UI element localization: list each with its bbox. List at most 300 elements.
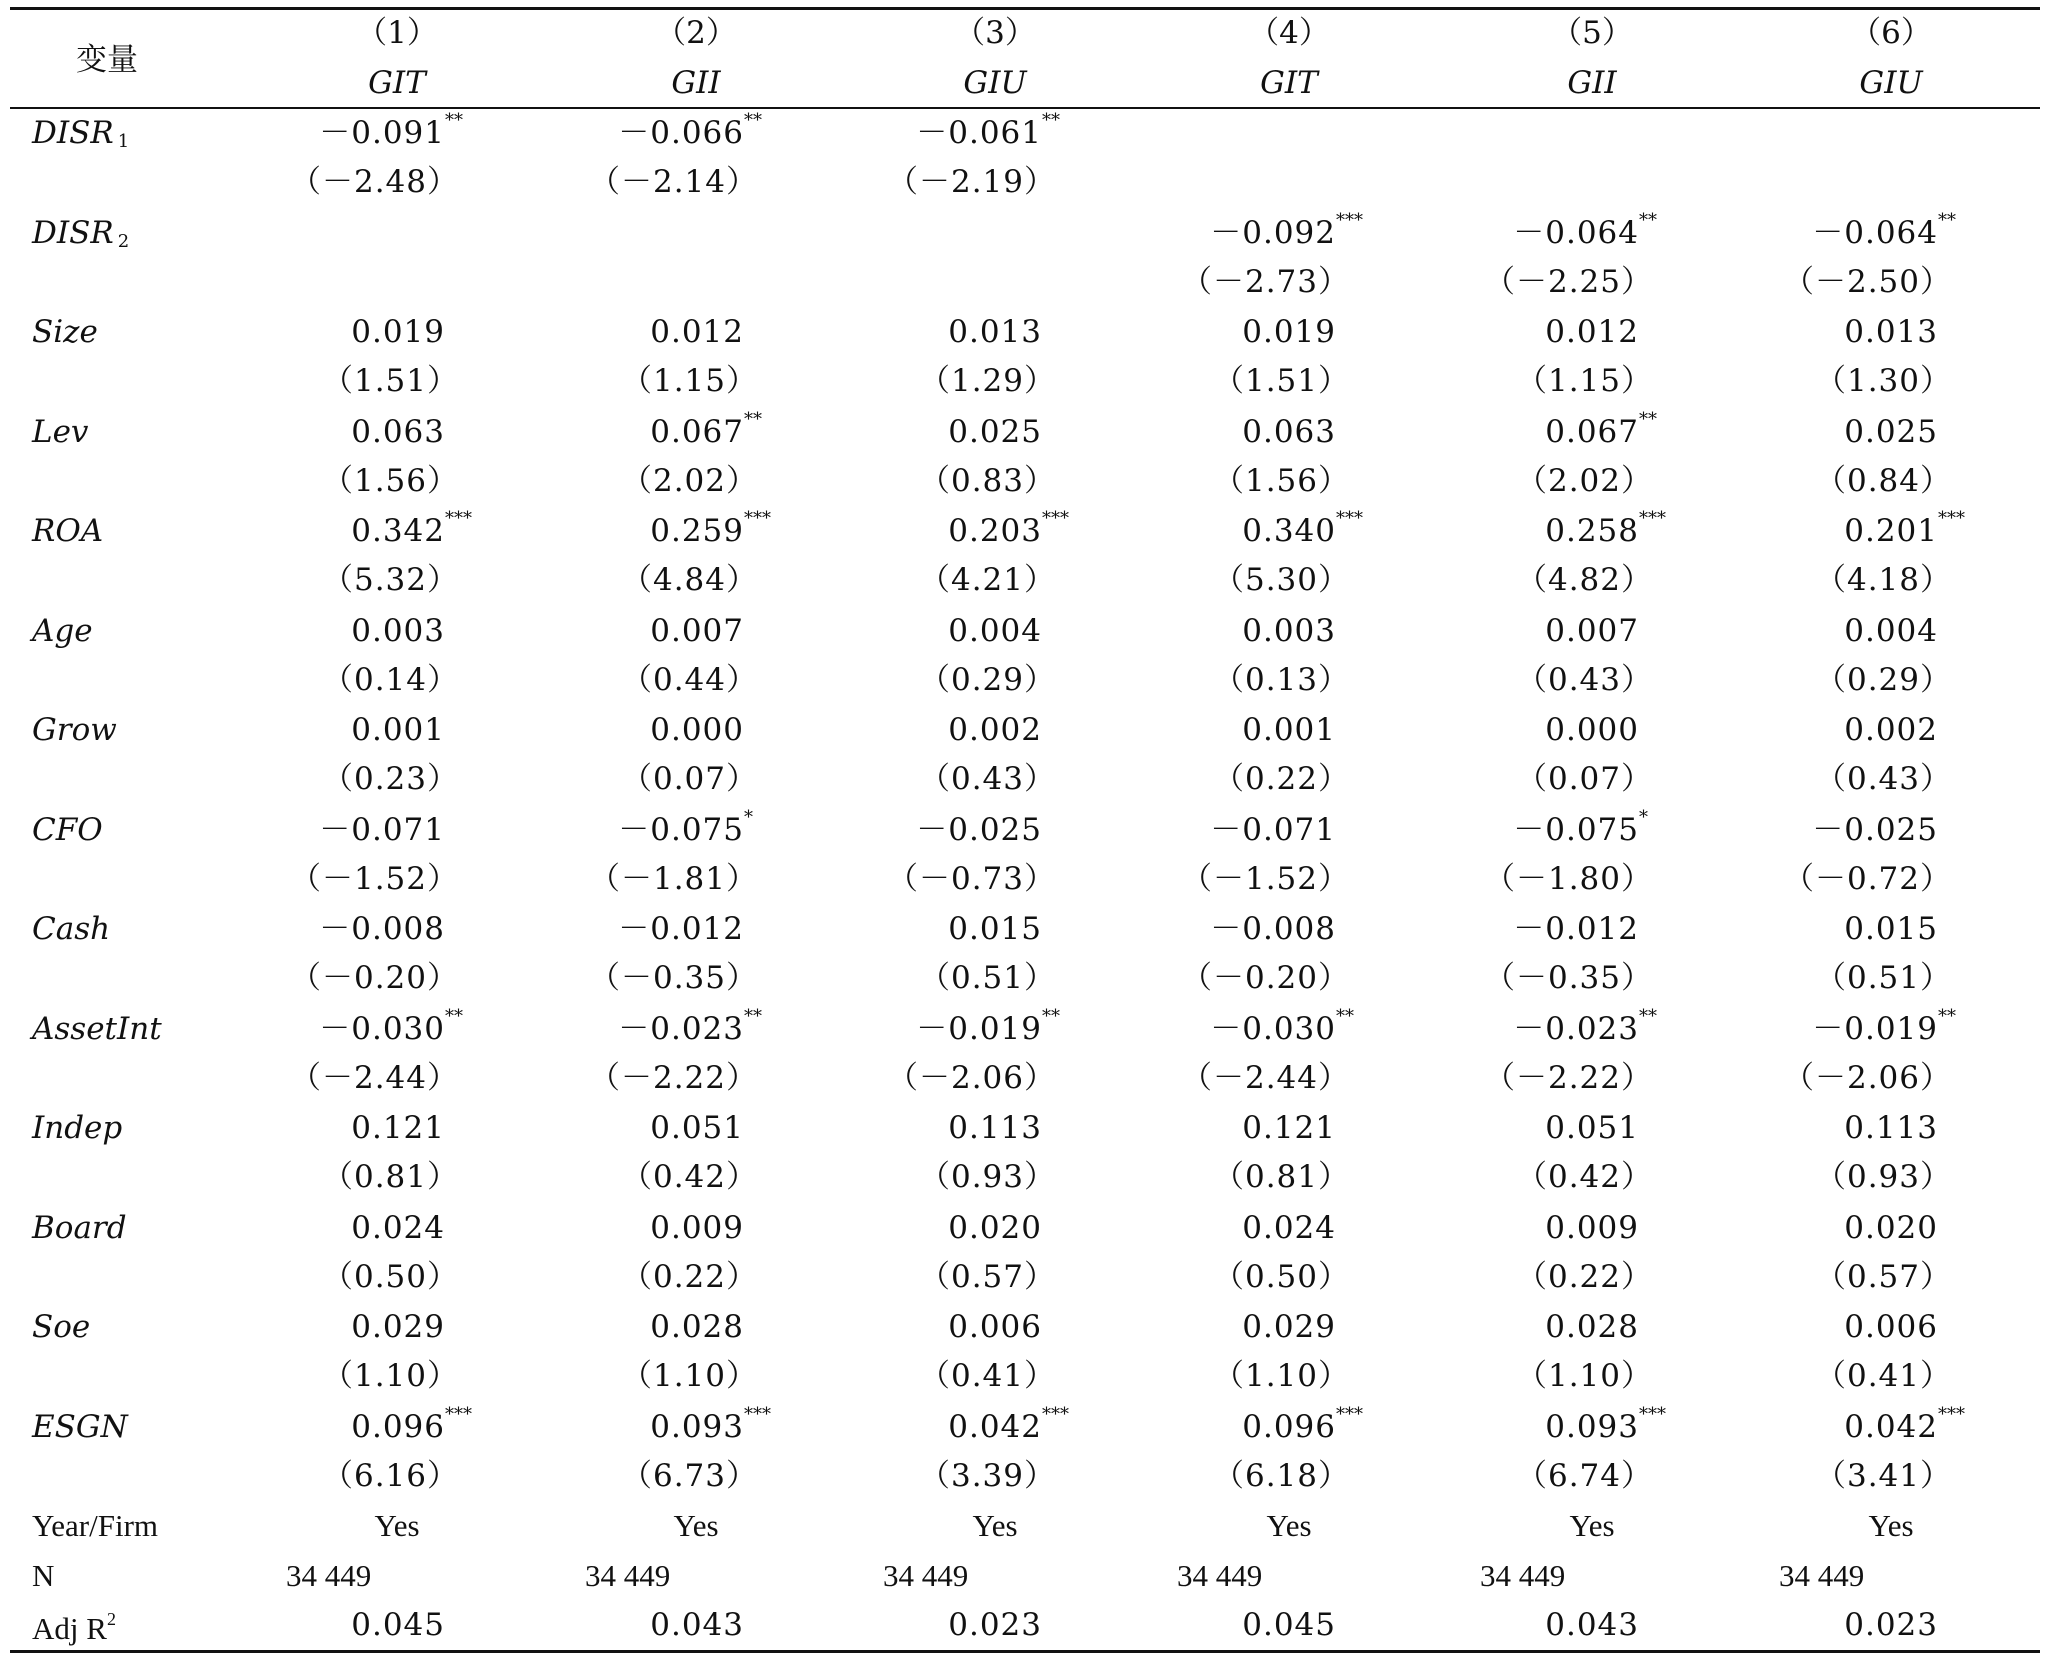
coefficient (1242, 508, 1363, 549)
coefficient (351, 413, 445, 450)
footer-label-text: N (32, 1558, 55, 1593)
t-statistic: （0.07） (1515, 761, 1653, 797)
footer-label-text: Year/Firm (32, 1508, 159, 1543)
significance-stars: ** (1639, 408, 1657, 430)
significance-stars: ** (1336, 1005, 1354, 1027)
significance-stars: ** (744, 1005, 762, 1027)
coefficient (1242, 314, 1336, 350)
column-number: （1） (356, 15, 438, 51)
coefficient (650, 508, 771, 549)
t-statistic: （0.29） (1814, 661, 1952, 698)
coefficient (916, 110, 1060, 151)
fixed-effects-value: Yes (673, 1508, 719, 1543)
coefficient-value: －0.012 (618, 911, 744, 947)
coefficient (948, 1110, 1042, 1146)
coefficient-value: 0.067 (650, 413, 744, 450)
coefficient (1545, 1309, 1639, 1345)
t-statistic: （0.43） (1814, 761, 1952, 797)
coefficient-value: 0.340 (1242, 513, 1336, 549)
t-statistic: （－0.35） (588, 960, 758, 996)
t-statistic: （0.50） (321, 1258, 459, 1295)
coefficient-value: 0.113 (948, 1110, 1042, 1146)
footer-label (32, 1610, 116, 1644)
coefficient-value: 0.259 (650, 513, 744, 549)
coefficient (1844, 612, 1938, 649)
coefficient (1545, 508, 1666, 549)
coefficient-value: 0.020 (948, 1209, 1042, 1246)
coefficient (948, 314, 1042, 350)
coefficient-value: 0.042 (1844, 1408, 1938, 1445)
t-statistic: （2.02） (1515, 462, 1653, 499)
coefficient (1545, 712, 1639, 748)
coefficient-value: －0.075 (1513, 811, 1639, 848)
coefficient (1242, 1110, 1336, 1146)
coefficient (1242, 712, 1336, 748)
column-number: （4） (1248, 15, 1330, 51)
t-statistic: （0.22） (1515, 1258, 1653, 1295)
footer-label-text: Adj R (32, 1611, 107, 1646)
significance-stars: *** (1336, 209, 1363, 231)
coefficient-value: 0.121 (1242, 1110, 1336, 1146)
t-statistic: （－1.80） (1483, 860, 1653, 897)
adj-r2-value: 0.045 (351, 1607, 445, 1643)
coefficient (1844, 1209, 1938, 1246)
coefficient-value: 0.000 (650, 712, 744, 748)
coefficient-value: 0.029 (351, 1309, 445, 1345)
t-statistic: （1.51） (321, 363, 459, 399)
t-statistic: （0.43） (918, 761, 1056, 797)
coefficient (1812, 209, 1956, 251)
row-label (32, 314, 98, 350)
coefficient (1210, 209, 1363, 251)
coefficient-value: 0.024 (351, 1209, 445, 1246)
coefficient-value: 0.003 (1242, 612, 1336, 649)
t-statistic: （0.41） (1814, 1358, 1952, 1394)
coefficient (1545, 1209, 1639, 1246)
row-label (32, 513, 104, 549)
t-statistic: （－2.25） (1483, 263, 1653, 300)
coefficient (650, 408, 762, 450)
row-label (32, 1010, 162, 1047)
t-statistic: （0.50） (1212, 1258, 1350, 1295)
coefficient (948, 1209, 1042, 1246)
t-statistic: （1.30） (1814, 363, 1952, 399)
t-statistic: （1.56） (321, 462, 459, 499)
t-statistic: （1.10） (321, 1358, 459, 1394)
coefficient-value: 0.012 (1545, 314, 1639, 350)
row-label-name: DISR (32, 115, 114, 151)
t-statistic: （6.73） (620, 1457, 758, 1494)
significance-stars: *** (1639, 1403, 1666, 1425)
coefficient (1513, 209, 1657, 251)
coefficient-value: －0.019 (1812, 1010, 1938, 1047)
significance-stars: *** (1639, 508, 1666, 529)
t-statistic: （－2.73） (1180, 263, 1350, 300)
fixed-effects-value: Yes (1266, 1508, 1312, 1543)
significance-stars: *** (744, 508, 771, 529)
adj-r2-value: 0.043 (1545, 1607, 1639, 1643)
significance-stars: *** (1938, 1403, 1965, 1425)
significance-stars: ** (1639, 1005, 1657, 1027)
coefficient (1545, 1110, 1639, 1146)
coefficient (650, 1403, 771, 1445)
row-label (32, 1209, 127, 1246)
coefficient-value: －0.008 (319, 911, 445, 947)
coefficient (1210, 1005, 1354, 1047)
coefficient-value: 0.009 (1545, 1209, 1639, 1246)
t-statistic: （－2.22） (1483, 1059, 1653, 1096)
t-statistic: （0.13） (1212, 661, 1350, 698)
observations-value: 34 449 (883, 1558, 969, 1593)
row-label-name: Lev (32, 413, 89, 450)
coefficient-value: 0.063 (1242, 413, 1336, 450)
coefficient (650, 712, 744, 748)
coefficient (1513, 911, 1639, 947)
t-statistic: （0.57） (918, 1258, 1056, 1295)
significance-stars: ** (1938, 209, 1956, 231)
fixed-effects-value: Yes (972, 1508, 1018, 1543)
adj-r2-value: 0.023 (948, 1607, 1042, 1643)
coefficient (1844, 712, 1938, 748)
t-statistic: （0.81） (1212, 1159, 1350, 1195)
significance-stars: ** (744, 110, 762, 131)
coefficient-value: －0.030 (319, 1010, 445, 1047)
coefficient-value: 0.019 (1242, 314, 1336, 350)
row-label-name: Soe (32, 1309, 91, 1345)
row-label (32, 214, 130, 252)
coefficient-value: 0.019 (351, 314, 445, 350)
t-statistic: （0.44） (620, 661, 758, 698)
coefficient (618, 1005, 762, 1047)
coefficient-value: 0.093 (1545, 1408, 1639, 1445)
t-statistic: （－1.52） (289, 860, 459, 897)
t-statistic: （1.15） (620, 363, 758, 399)
significance-stars: *** (744, 1403, 771, 1425)
row-label-name: CFO (32, 811, 103, 848)
coefficient (1844, 413, 1938, 450)
t-statistic: （5.32） (321, 562, 459, 598)
t-statistic: （－2.19） (886, 164, 1056, 200)
significance-stars: *** (1336, 1403, 1363, 1425)
column-number: （5） (1551, 15, 1633, 51)
coefficient-value: －0.071 (1210, 811, 1336, 848)
coefficient-value: 0.025 (948, 413, 1042, 450)
coefficient-value: 0.096 (1242, 1408, 1336, 1445)
column-dependent-variable: GIT (368, 65, 426, 101)
coefficient-value: 0.093 (650, 1408, 744, 1445)
coefficient-value: －0.091 (319, 115, 445, 151)
coefficient (948, 413, 1042, 450)
t-statistic: （－0.20） (1180, 960, 1350, 996)
coefficient-value: 0.002 (948, 712, 1042, 748)
coefficient (319, 911, 445, 947)
significance-stars: ** (1938, 1005, 1956, 1027)
row-label (32, 811, 103, 848)
coefficient-value: 0.006 (948, 1309, 1042, 1345)
coefficient (618, 806, 753, 848)
significance-stars: *** (1336, 508, 1363, 529)
coefficient-value: 0.020 (1844, 1209, 1938, 1246)
column-dependent-variable: GII (671, 65, 721, 101)
coefficient (948, 911, 1042, 947)
column-dependent-variable: GIU (963, 65, 1027, 101)
coefficient (916, 811, 1042, 848)
significance-stars: ** (445, 110, 463, 131)
coefficient-value: 0.063 (351, 413, 445, 450)
row-label-name: ROA (32, 513, 104, 549)
t-statistic: （0.41） (918, 1358, 1056, 1394)
t-statistic: （－2.44） (289, 1059, 459, 1096)
row-label (32, 612, 93, 649)
coefficient (351, 1403, 472, 1445)
significance-stars: ** (1639, 209, 1657, 231)
coefficient (650, 612, 744, 649)
observations-value: 34 449 (1779, 1558, 1865, 1593)
significance-stars: * (744, 806, 753, 828)
column-dependent-variable: GIU (1859, 65, 1923, 101)
coefficient (1844, 1403, 1965, 1445)
t-statistic: （－2.48） (289, 164, 459, 200)
row-label-name: Size (32, 314, 98, 350)
t-statistic: （0.83） (918, 462, 1056, 499)
t-statistic: （0.42） (620, 1159, 758, 1195)
t-statistic: （1.51） (1212, 363, 1350, 399)
row-label (32, 712, 117, 748)
coefficient-value: 0.096 (351, 1408, 445, 1445)
coefficient-value: 0.002 (1844, 712, 1938, 748)
t-statistic: （－2.22） (588, 1059, 758, 1096)
fixed-effects-value: Yes (1569, 1508, 1615, 1543)
t-statistic: （0.84） (1814, 462, 1952, 499)
coefficient-value: 0.009 (650, 1209, 744, 1246)
coefficient (1545, 1403, 1666, 1445)
coefficient (916, 1005, 1060, 1047)
significance-stars: *** (1042, 508, 1069, 529)
coefficient-value: －0.025 (916, 811, 1042, 848)
t-statistic: （4.21） (918, 562, 1056, 598)
coefficient (351, 1110, 445, 1146)
coefficient (1210, 911, 1336, 947)
t-statistic: （0.93） (918, 1159, 1056, 1195)
coefficient-value: 0.004 (948, 612, 1042, 649)
top-rule (10, 7, 2040, 10)
coefficient (351, 612, 445, 649)
coefficient-value: 0.006 (1844, 1309, 1938, 1345)
coefficient (1545, 612, 1639, 649)
coefficient (1844, 314, 1938, 350)
t-statistic: （4.18） (1814, 562, 1952, 598)
coefficient-value: 0.203 (948, 513, 1042, 549)
coefficient-value: 0.029 (1242, 1309, 1336, 1345)
coefficient (948, 612, 1042, 649)
coefficient-value: 0.012 (650, 314, 744, 350)
coefficient-value: 0.067 (1545, 413, 1639, 450)
coefficient (948, 712, 1042, 748)
t-statistic: （5.30） (1212, 562, 1350, 598)
row-label (32, 1309, 91, 1345)
column-number: （3） (954, 15, 1036, 51)
coefficient-value: －0.071 (319, 811, 445, 848)
coefficient-value: 0.013 (948, 314, 1042, 350)
coefficient-value: 0.042 (948, 1408, 1042, 1445)
observations-value: 34 449 (585, 1558, 671, 1593)
t-statistic: （－2.50） (1782, 263, 1952, 300)
coefficient (1545, 408, 1657, 450)
significance-stars: *** (1042, 1403, 1069, 1425)
t-statistic: （0.93） (1814, 1159, 1952, 1195)
observations-value: 34 449 (1480, 1558, 1566, 1593)
row-label (32, 1408, 128, 1445)
t-statistic: （3.39） (918, 1457, 1056, 1494)
coefficient-value: 0.004 (1844, 612, 1938, 649)
coefficient (618, 110, 762, 151)
significance-stars: *** (445, 508, 472, 529)
coefficient-value: －0.092 (1210, 214, 1336, 251)
adj-r2-value: 0.023 (1844, 1607, 1938, 1643)
t-statistic: （0.22） (620, 1258, 758, 1295)
t-statistic: （－0.73） (886, 860, 1056, 897)
t-statistic: （0.22） (1212, 761, 1350, 797)
coefficient (948, 508, 1069, 549)
coefficient (1844, 1309, 1938, 1345)
t-statistic: （－2.06） (1782, 1059, 1952, 1096)
coefficient (319, 811, 445, 848)
fixed-effects-value: Yes (374, 1508, 420, 1543)
t-statistic: （0.81） (321, 1159, 459, 1195)
coefficient-value: 0.001 (1242, 712, 1336, 748)
t-statistic: （2.02） (620, 462, 758, 499)
t-statistic: （－0.20） (289, 960, 459, 996)
t-statistic: （1.56） (1212, 462, 1350, 499)
coefficient (1844, 1110, 1938, 1146)
column-dependent-variable: GIT (1260, 65, 1318, 101)
coefficient-value: 0.201 (1844, 513, 1938, 549)
t-statistic: （－2.06） (886, 1059, 1056, 1096)
coefficient-value: 0.051 (1545, 1110, 1639, 1146)
t-statistic: （3.41） (1814, 1457, 1952, 1494)
coefficient-value: －0.075 (618, 811, 744, 848)
coefficient (1812, 1005, 1956, 1047)
coefficient-value: －0.064 (1812, 214, 1938, 251)
coefficient (1513, 1005, 1657, 1047)
t-statistic: （0.29） (918, 661, 1056, 698)
t-statistic: （1.10） (1212, 1358, 1350, 1394)
t-statistic: （1.29） (918, 363, 1056, 399)
t-statistic: （－2.14） (588, 164, 758, 200)
t-statistic: （－0.35） (1483, 960, 1653, 996)
t-statistic: （－1.52） (1180, 860, 1350, 897)
coefficient (1242, 1309, 1336, 1345)
adj-r2-value: 0.045 (1242, 1607, 1336, 1643)
t-statistic: （4.84） (620, 562, 758, 598)
coefficient (1513, 806, 1648, 848)
coefficient-value: 0.015 (948, 911, 1042, 947)
coefficient (351, 712, 445, 748)
coefficient (1545, 314, 1639, 350)
bottom-rule (10, 1650, 2040, 1653)
column-number: （6） (1850, 15, 1932, 51)
significance-stars: ** (744, 408, 762, 430)
coefficient (351, 1209, 445, 1246)
coefficient (1210, 811, 1336, 848)
coefficient (650, 1209, 744, 1246)
row-label-name: Grow (32, 712, 117, 748)
t-statistic: （4.82） (1515, 562, 1653, 598)
header-rule (10, 107, 2040, 109)
coefficient-value: －0.019 (916, 1010, 1042, 1047)
significance-stars: ** (1042, 1005, 1060, 1027)
coefficient-value: －0.008 (1210, 911, 1336, 947)
coefficient-value: 0.013 (1844, 314, 1938, 350)
coefficient-value: 0.113 (1844, 1110, 1938, 1146)
coefficient-value: 0.007 (1545, 612, 1639, 649)
coefficient (1844, 911, 1938, 947)
row-label-name: Board (32, 1209, 127, 1246)
coefficient-value: －0.023 (618, 1010, 744, 1047)
t-statistic: （0.42） (1515, 1159, 1653, 1195)
coefficient-value: 0.121 (351, 1110, 445, 1146)
t-statistic: （－2.44） (1180, 1059, 1350, 1096)
coefficient (618, 911, 744, 947)
coefficient (650, 1309, 744, 1345)
row-label-name: Age (32, 612, 93, 649)
significance-stars: ** (445, 1005, 463, 1027)
t-statistic: （0.57） (1814, 1258, 1952, 1295)
column-number: （2） (655, 15, 737, 51)
t-statistic: （6.16） (321, 1457, 459, 1494)
row-label-name: Indep (32, 1110, 123, 1146)
coefficient (1812, 811, 1938, 848)
coefficient (948, 1309, 1042, 1345)
t-statistic: （－1.81） (588, 860, 758, 897)
header-variable-label: 变量 (76, 42, 138, 78)
coefficient (319, 1005, 463, 1047)
row-label-name: Cash (32, 911, 111, 947)
coefficient (1242, 1209, 1336, 1246)
row-label-name: AssetInt (32, 1010, 162, 1047)
coefficient (650, 1110, 744, 1146)
footer-label (32, 1510, 158, 1541)
footer-label-superscript: 2 (106, 1609, 116, 1629)
t-statistic: （0.51） (1814, 960, 1952, 996)
adj-r2-value: 0.043 (650, 1607, 744, 1643)
significance-stars: *** (1938, 508, 1965, 529)
coefficient-value: －0.012 (1513, 911, 1639, 947)
t-statistic: （1.15） (1515, 363, 1653, 399)
coefficient (1844, 508, 1965, 549)
coefficient (948, 1403, 1069, 1445)
footer-label (32, 1560, 54, 1591)
significance-stars: ** (1042, 110, 1060, 131)
t-statistic: （0.23） (321, 761, 459, 797)
observations-value: 34 449 (1177, 1558, 1263, 1593)
coefficient (1242, 1403, 1363, 1445)
fixed-effects-value: Yes (1868, 1508, 1914, 1543)
coefficient (1242, 612, 1336, 649)
coefficient-value: －0.061 (916, 115, 1042, 151)
coefficient (351, 1309, 445, 1345)
coefficient-value: 0.258 (1545, 513, 1639, 549)
t-statistic: （0.07） (620, 761, 758, 797)
coefficient-value: －0.023 (1513, 1010, 1639, 1047)
coefficient (1242, 413, 1336, 450)
coefficient-value: 0.028 (650, 1309, 744, 1345)
coefficient-value: 0.028 (1545, 1309, 1639, 1345)
row-label (32, 1110, 123, 1146)
row-label-subscript: 2 (117, 230, 130, 252)
coefficient-value: 0.000 (1545, 712, 1639, 748)
row-label-name: DISR (32, 214, 114, 251)
